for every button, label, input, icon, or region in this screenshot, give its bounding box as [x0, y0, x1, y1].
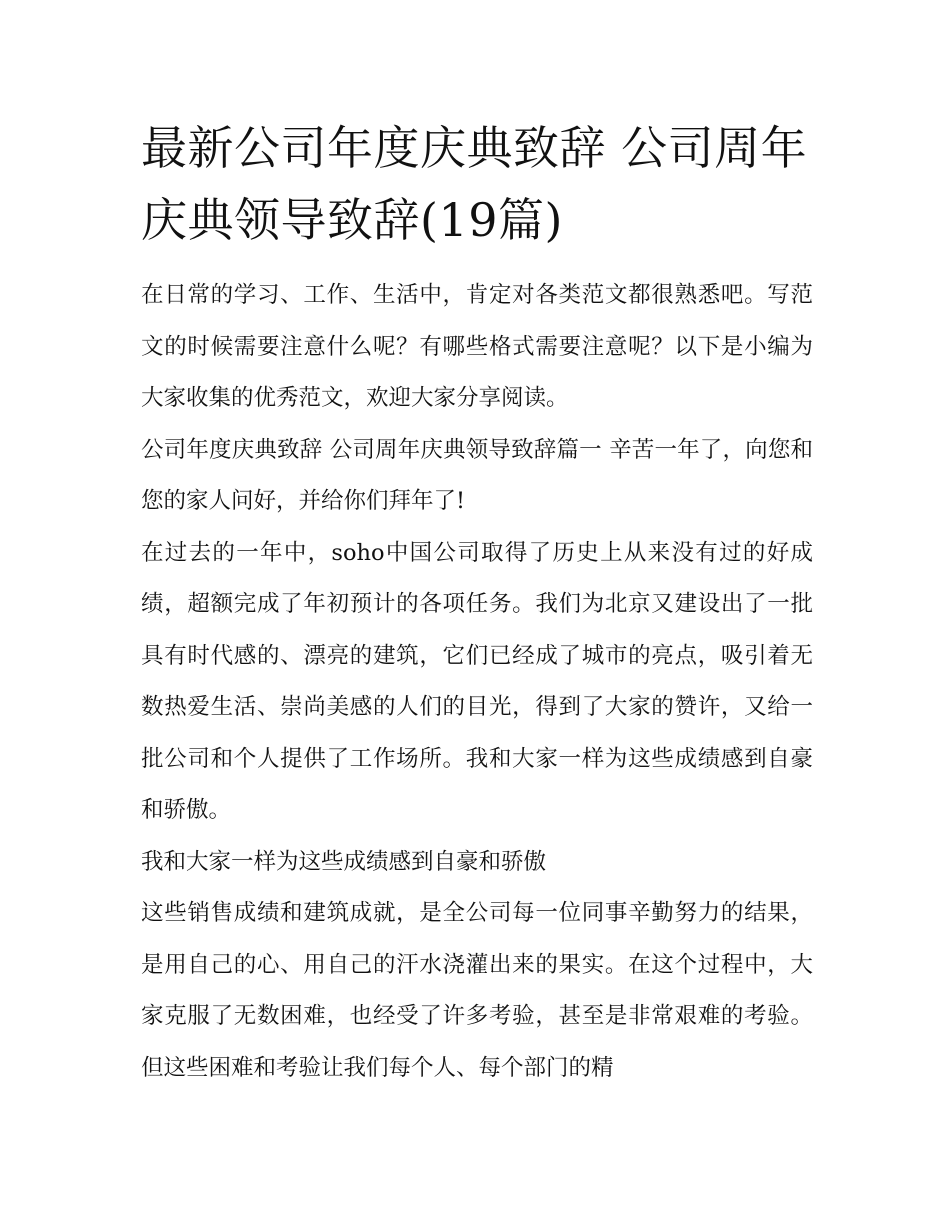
paragraph-effort: 这些销售成绩和建筑成就，是全公司每一位同事辛勤努力的结果，是用自己的心、用自己的汗水浇灌出来的果实。在这个过程中，大家克服了无数困难，也经受了许多考验，甚至是非常艰难的考验。但这些困难和考验让我们每个人、每个部门的精 [141, 900, 813, 1081]
document-body [141, 112, 813, 1094]
paragraph-list [141, 270, 813, 1094]
paragraph-greeting: 公司年度庆典致辞 公司周年庆典领导致辞篇一 辛苦一年了，向您和您的家人问好，并给你们拜年了! [141, 436, 813, 514]
paragraph-pride: 我和大家一样为这些成绩感到自豪和骄傲 [141, 848, 547, 875]
document-title: 最新公司年度庆典致辞 公司周年庆典领导致辞(19篇) [141, 121, 808, 247]
paragraph-intro: 在日常的学习、工作、生活中，肯定对各类范文都很熟悉吧。写范文的时候需要注意什么呢？有哪些格式需要注意呢？以下是小编为大家收集的优秀范文，欢迎大家分享阅读。 [141, 282, 813, 411]
paragraph-achievements: 在过去的一年中，soho中国公司取得了历史上从来没有过的好成绩，超额完成了年初预计的各项任务。我们为北京又建设出了一批具有时代感的、漂亮的建筑，它们已经成了城市的亮点，吸引着无数热爱生活、崇尚美感的人们的目光，得到了大家的赞许，又给一批公司和个人提供了工作场所。我和大家一样为这些成绩感到自豪和骄傲。 [141, 539, 813, 823]
